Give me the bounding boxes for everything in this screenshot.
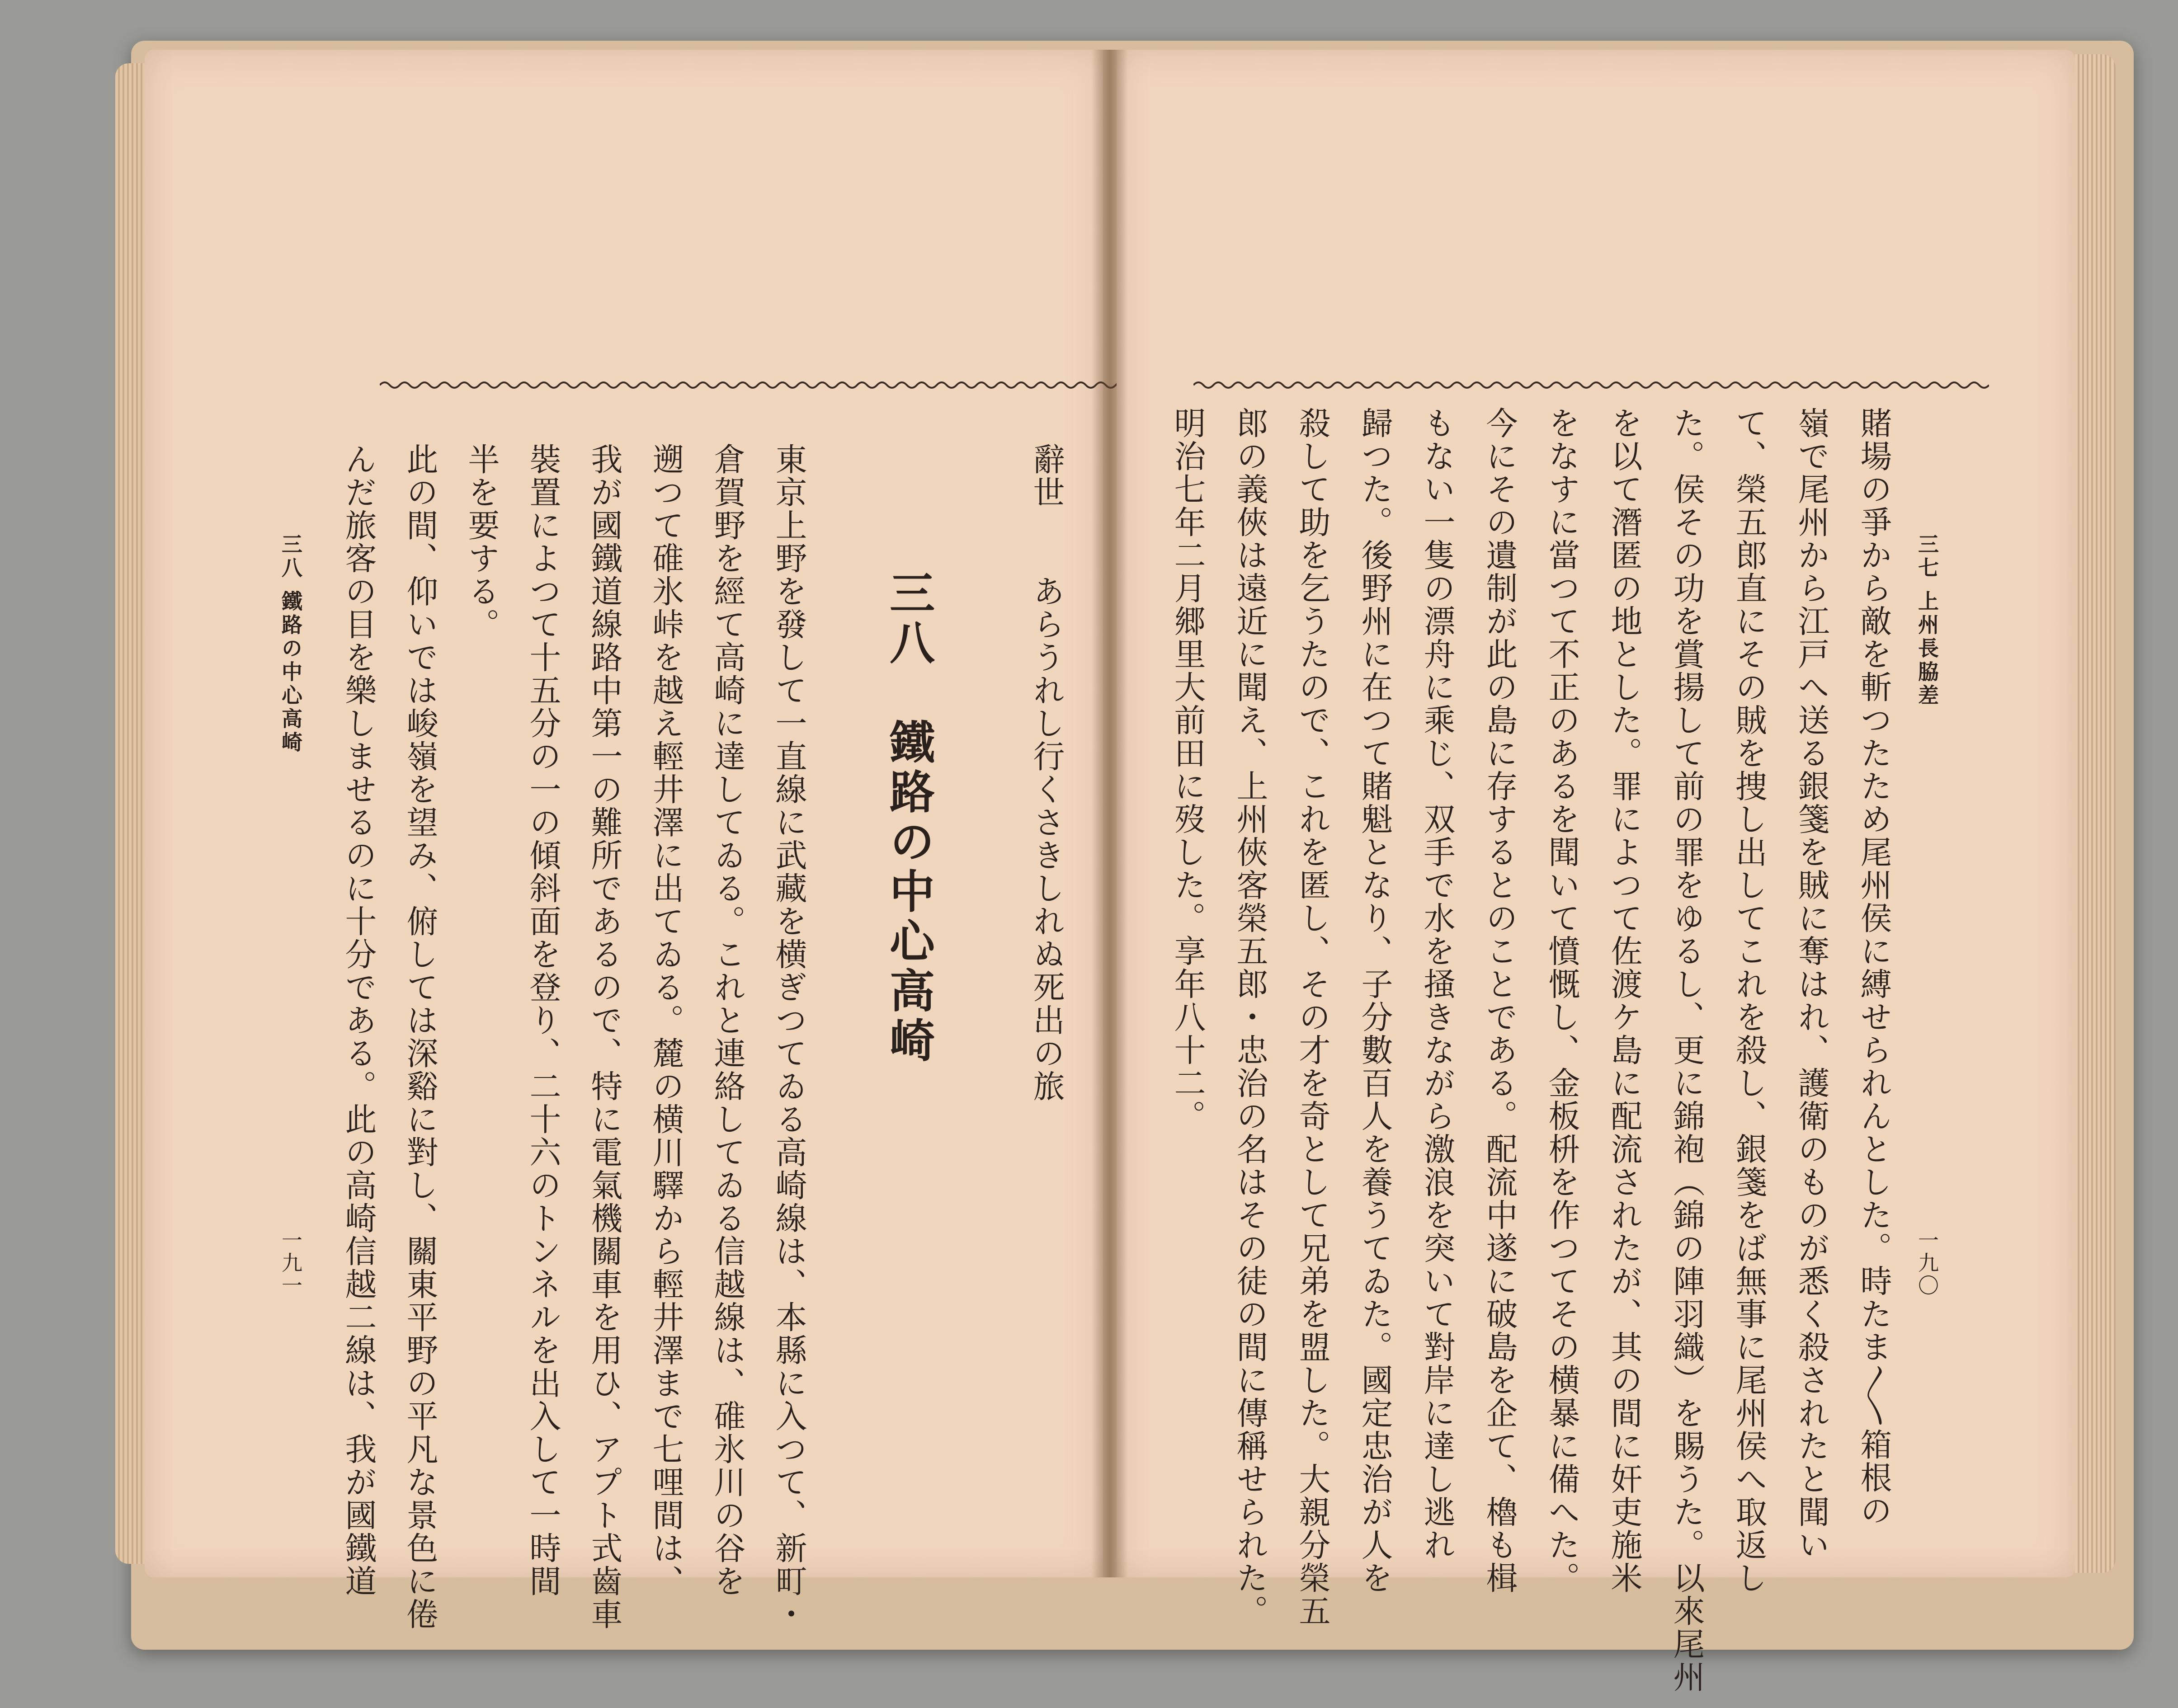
page-number-left: 一九一 xyxy=(278,1229,303,1297)
body-line: をなすに當つて不正のあるを聞いて憤慨し、金板枡を作つてその横暴に備へた。 xyxy=(1543,407,1580,1595)
running-title-right: 三七 上州長脇差 xyxy=(1915,533,1939,708)
body-line: を以て潛匿の地とした。罪によつて佐渡ケ島に配流されたが、其の間に奸吏施米 xyxy=(1606,407,1643,1595)
body-line: 歸つた。後野州に在つて賭魁となり、子分數百人を養うてゐた。國定忠治が人を xyxy=(1356,407,1393,1595)
running-title-left: 三八 鐵路の中心高崎 xyxy=(278,533,303,755)
body-line: 我が國鐵道線路中第一の難所であるので、特に電氣機關車を用ひ、アプト式齒車 xyxy=(586,443,623,1631)
body-line: 今にその遺制が此の島に存するとのことである。配流中遂に破島を企て、櫓も楫 xyxy=(1481,407,1518,1595)
body-line: た。侯その功を賞揚して前の罪をゆるし、更に錦袍（錦の陣羽織）を賜うた。以來尾州 xyxy=(1668,407,1705,1694)
top-wavy-rule xyxy=(380,380,1175,391)
body-line: 半を要する。 xyxy=(463,443,500,641)
page-number-right: 一九〇 xyxy=(1915,1229,1939,1297)
page-edges-right xyxy=(2075,54,2116,1573)
body-line: 嶺で尾州から江戸へ送る銀箋を賊に奪はれ、護衛のものが悉く殺されたと聞い xyxy=(1793,407,1830,1562)
body-line: もない一隻の漂舟に乘じ、双手で水を掻きながら激浪を突いて對岸に達し逃れ xyxy=(1419,407,1456,1562)
page-edges-left xyxy=(115,63,147,1564)
body-line: て、榮五郎直にその賊を捜し出してこれを殺し、銀箋をば無事に尾州侯へ取返し xyxy=(1730,407,1768,1595)
body-line: 郎の義俠は遠近に聞え、上州俠客榮五郎・忠治の名はその徒の間に傳稱せられた。 xyxy=(1231,407,1268,1628)
body-line: 倉賀野を經て高崎に達してゐる。これと連絡してゐる信越線は、碓氷川の谷を xyxy=(709,443,746,1598)
body-line: 此の間、仰いでは峻嶺を望み、俯しては深谿に對し、關東平野の平凡な景色に倦 xyxy=(401,443,438,1631)
top-wavy-rule xyxy=(1193,380,1989,391)
death-poem-line: 辭世 あらうれし行くさきしれぬ死出の旅 xyxy=(1028,443,1065,1103)
body-line: 賭場の爭から敵を斬つたため尾州侯に縛せられんとした。時たま〳〵箱根の xyxy=(1855,407,1892,1527)
body-line: 殺して助を乞うたので、これを匿し、その才を奇として兄弟を盟した。大親分榮五 xyxy=(1294,407,1331,1628)
body-line: 裝置によつて十五分の一の傾斜面を登り、二十六のトンネルを出入して一時間 xyxy=(524,443,561,1598)
body-line: 明治七年二月郷里大前田に歿した。享年八十二。 xyxy=(1169,407,1206,1133)
body-line: 遡つて碓氷峠を越え輕井澤に出てゐる。麓の横川驛から輕井澤まで七哩間は、 xyxy=(647,443,684,1598)
left-page xyxy=(145,50,1103,1577)
section-title: 三八 鐵路の中心高崎 xyxy=(882,569,935,1067)
body-line: んだ旅客の目を樂しませるのに十分である。此の高崎信越二線は、我が國鐵道 xyxy=(340,443,377,1598)
book-gutter xyxy=(1092,50,1128,1577)
body-line: 東京上野を發して一直線に武藏を横ぎつてゐる高崎線は、本縣に入つて、新町・ xyxy=(770,443,807,1631)
